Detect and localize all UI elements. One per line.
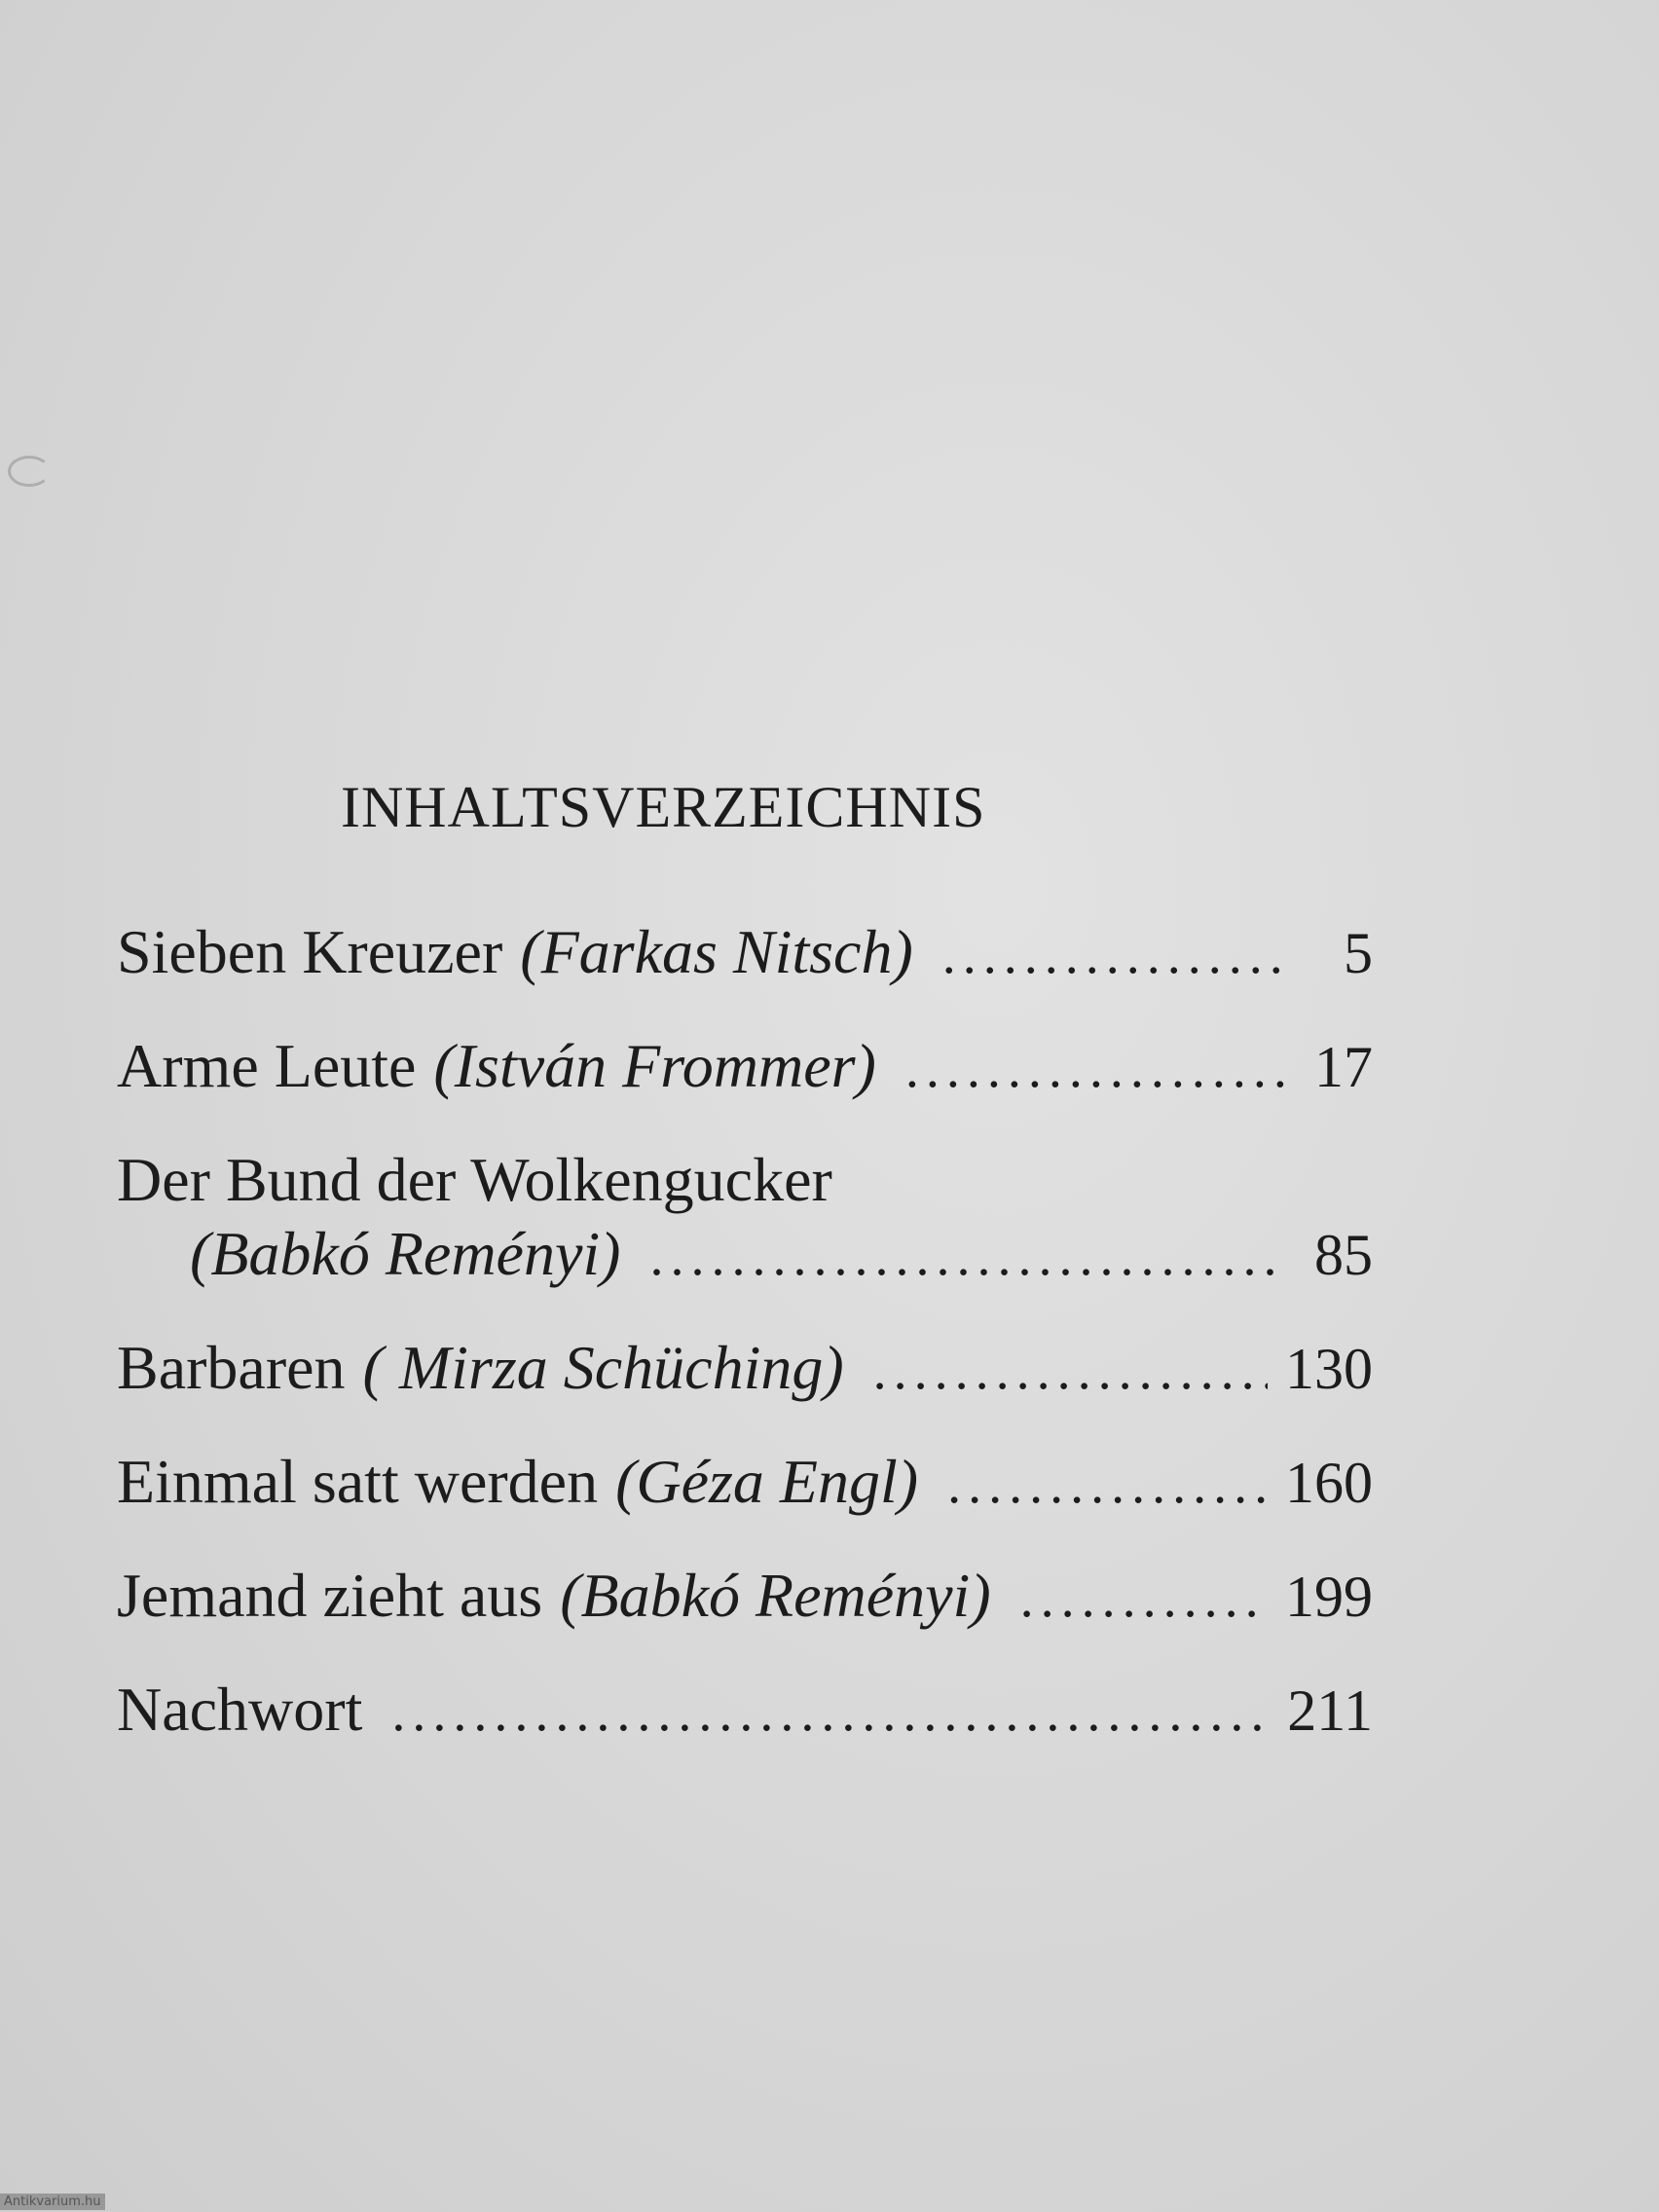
table-of-contents: [117, 915, 1373, 1747]
toc-entry: [117, 1331, 1373, 1405]
dot-leader: [947, 1448, 1268, 1522]
toc-entry: [117, 1143, 1373, 1291]
dot-leader: [873, 1334, 1268, 1408]
dot-leader: [649, 1220, 1287, 1294]
entry-page-number: 199: [1285, 1565, 1373, 1629]
toc-entry: [117, 1559, 1373, 1633]
dot-leader: [391, 1676, 1270, 1750]
entry-author: (Géza Engl): [615, 1447, 919, 1516]
entry-page-number: 85: [1314, 1223, 1373, 1287]
dot-leader: [1020, 1562, 1268, 1636]
entry-author: (István Frommer): [433, 1031, 876, 1100]
entry-title: Sieben Kreuzer: [117, 917, 503, 986]
entry-page-number: 17: [1314, 1035, 1373, 1099]
entry-page-number: 160: [1285, 1451, 1373, 1515]
entry-title: Nachwort: [117, 1675, 363, 1744]
entry-title: Barbaren: [117, 1333, 346, 1402]
watermark: Antikvarium.hu: [0, 2194, 105, 2210]
entry-page-number: 130: [1285, 1337, 1373, 1401]
entry-author: (Babkó Reményi): [560, 1561, 991, 1630]
entry-title: Arme Leute: [117, 1031, 417, 1100]
entry-author: ( Mirza Schüching): [362, 1333, 844, 1402]
dot-leader: [942, 918, 1287, 992]
toc-entry: [117, 1673, 1373, 1747]
paper-smudge: [8, 456, 51, 487]
toc-heading: INHALTSVERZEICHNIS: [341, 775, 986, 839]
toc-entry: [117, 915, 1373, 989]
entry-title: Einmal satt werden: [117, 1447, 599, 1516]
entry-author: (Farkas Nitsch): [520, 917, 913, 986]
entry-title: Jemand zieht aus: [117, 1561, 543, 1630]
entry-page-number: 5: [1344, 921, 1373, 985]
entry-author: (Babkó Reményi): [190, 1219, 621, 1288]
toc-entry: [117, 1445, 1373, 1519]
entry-page-number: 211: [1287, 1678, 1373, 1743]
toc-entry: [117, 1029, 1373, 1103]
entry-title: Der Bund der Wolkengucker: [117, 1145, 832, 1214]
dot-leader: [905, 1032, 1287, 1106]
